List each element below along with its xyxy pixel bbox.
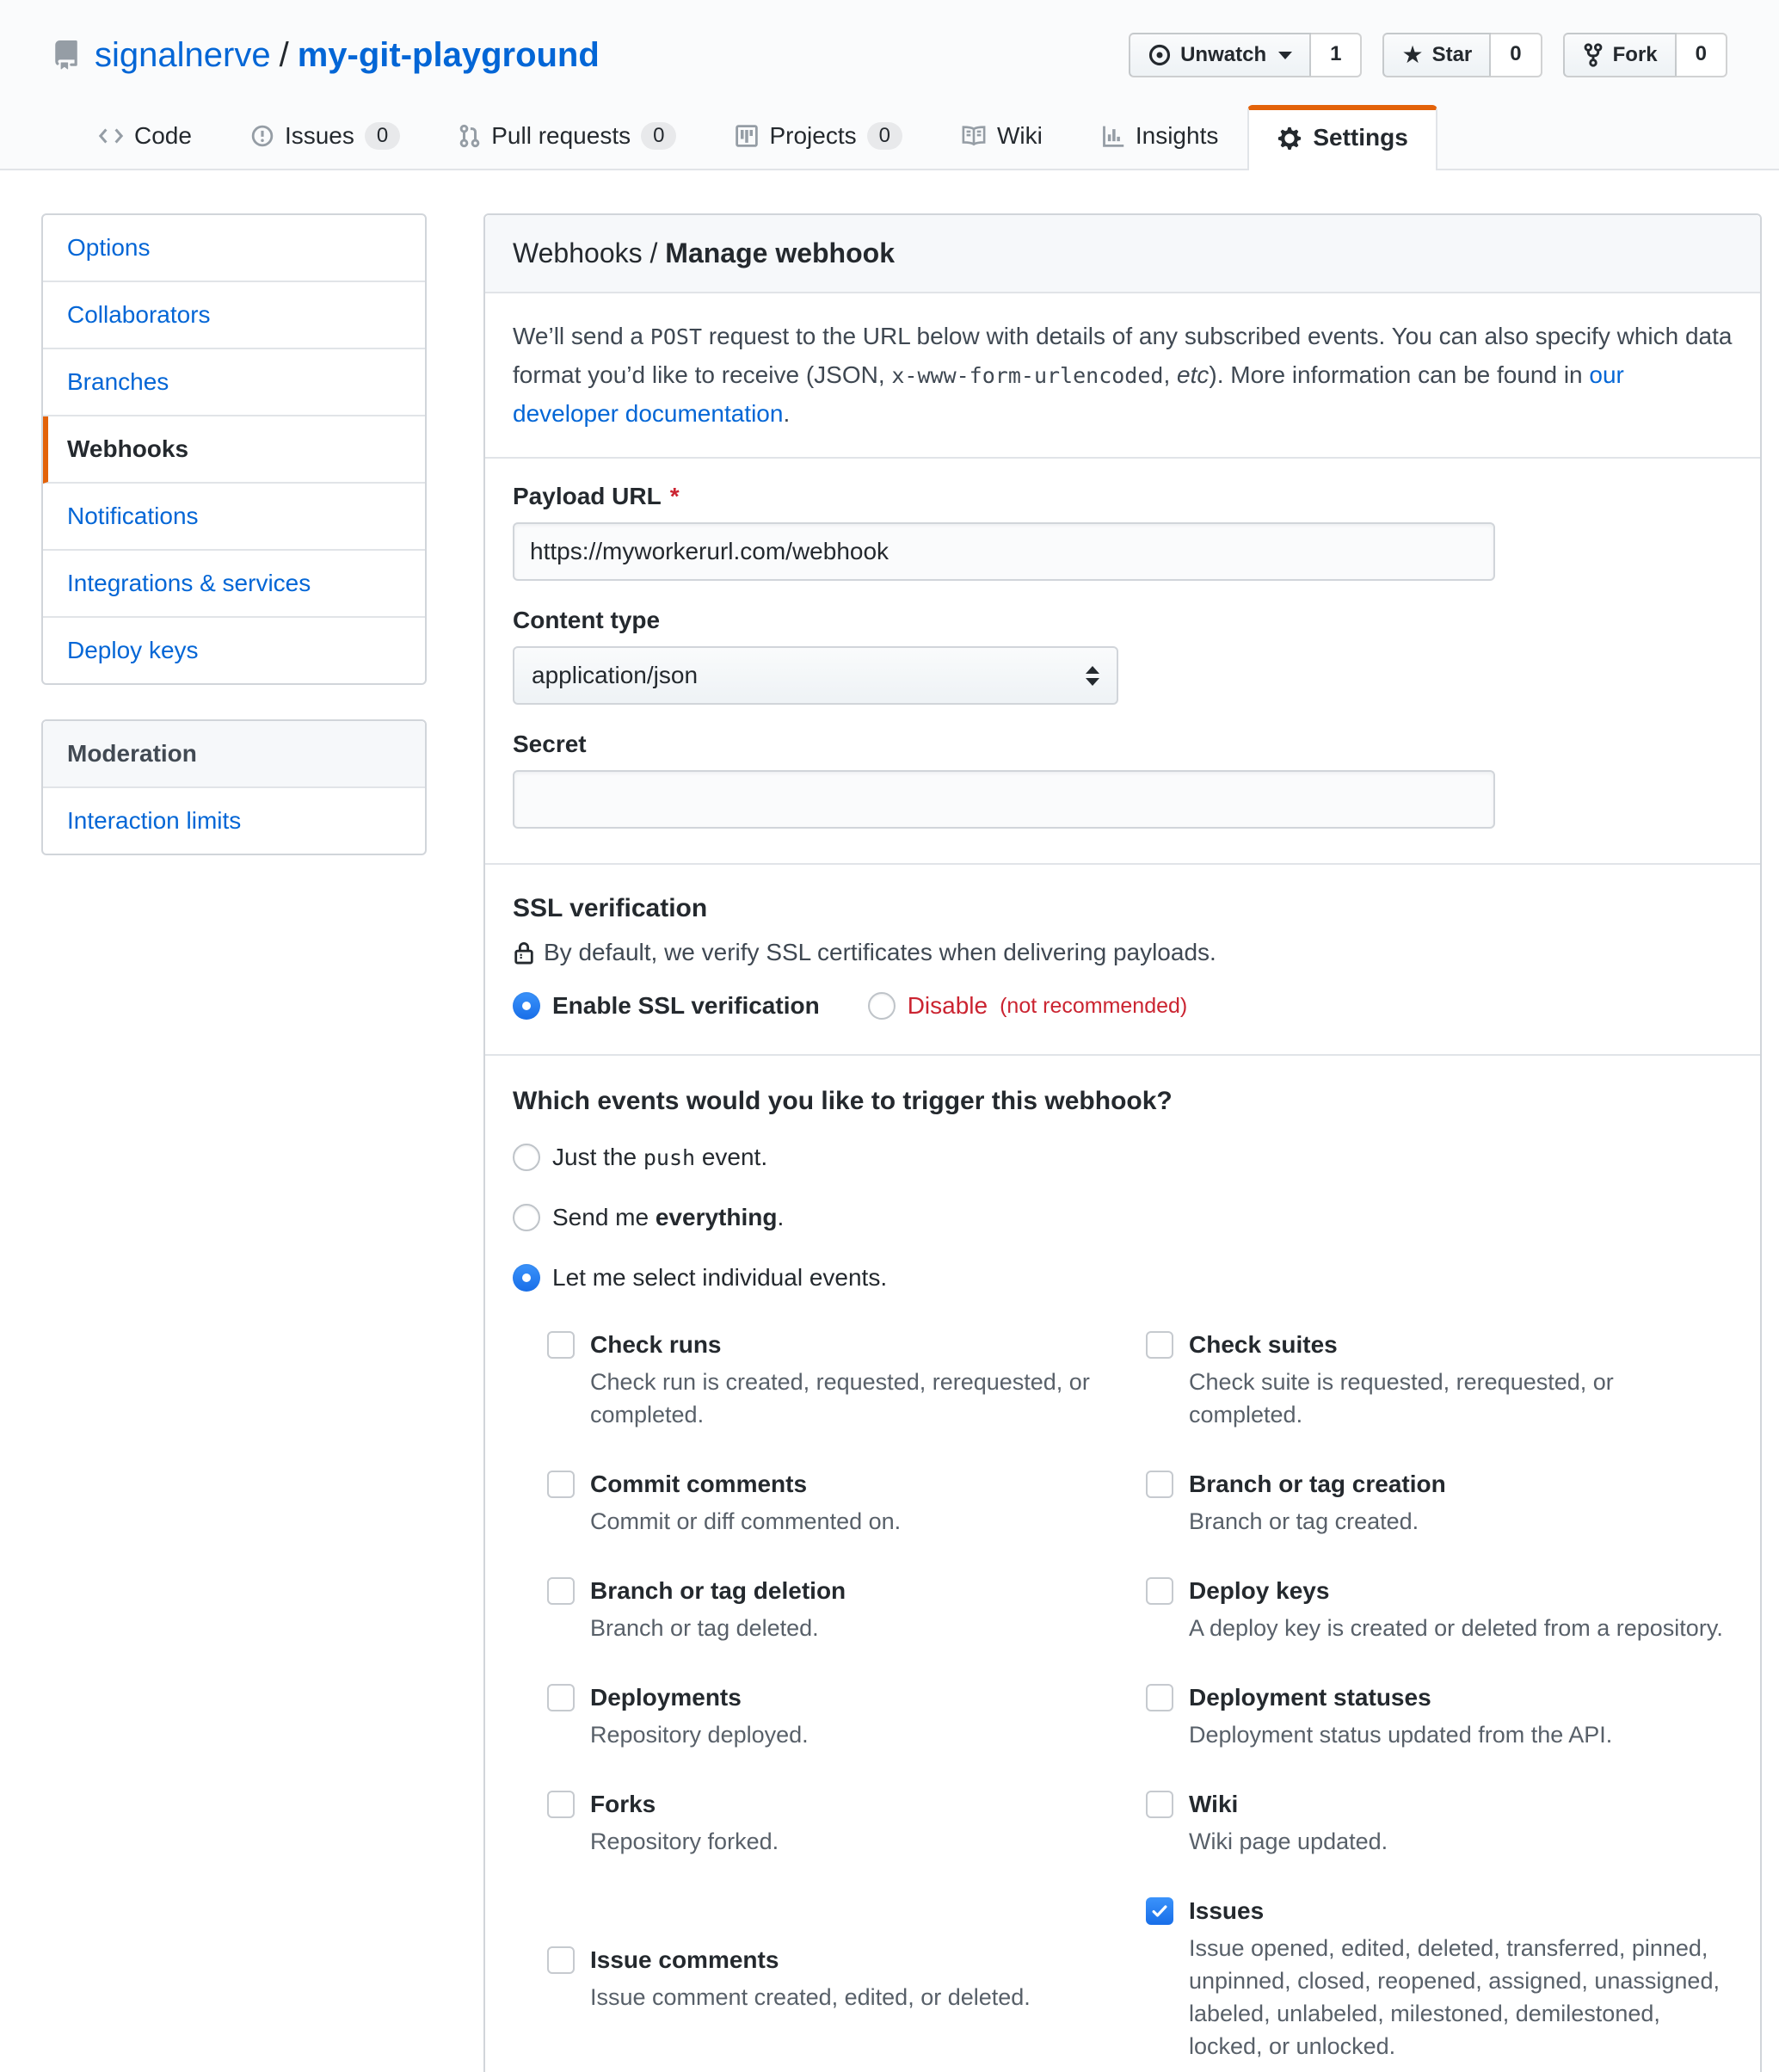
repo-name-link[interactable]: my-git-playground bbox=[297, 35, 600, 74]
sidebar-item-branches[interactable]: Branches bbox=[43, 349, 425, 416]
repo-breadcrumb bbox=[52, 36, 600, 75]
watch-group bbox=[1129, 33, 1362, 77]
event-branch-tag-creation[interactable] bbox=[1146, 1469, 1733, 1538]
repo-icon bbox=[52, 39, 81, 71]
sidebar-item-options[interactable]: Options bbox=[43, 215, 425, 282]
star-label: Star bbox=[1431, 43, 1473, 66]
developer-documentation-link[interactable]: our developer documentation bbox=[513, 361, 1624, 427]
tab-issues[interactable] bbox=[221, 103, 429, 169]
tab-label: Insights bbox=[1135, 122, 1219, 149]
checkbox-label: Branch or tag creation bbox=[1189, 1471, 1446, 1497]
pull-request-icon bbox=[459, 123, 481, 149]
gear-icon bbox=[1277, 125, 1302, 151]
check-suites-checkbox[interactable] bbox=[1146, 1331, 1173, 1359]
checkbox-desc: Issue comment created, edited, or deleted. bbox=[590, 1984, 1031, 2010]
unwatch-label: Unwatch bbox=[1180, 43, 1267, 66]
content-type-label: Content type bbox=[513, 607, 661, 633]
tab-label: Wiki bbox=[996, 122, 1043, 149]
eye-icon bbox=[1148, 43, 1172, 67]
check-runs-checkbox[interactable] bbox=[547, 1331, 575, 1359]
checkbox-label: Deploy keys bbox=[1189, 1577, 1330, 1604]
sidebar-item-webhooks[interactable]: Webhooks bbox=[43, 416, 425, 484]
deployment-statuses-checkbox[interactable] bbox=[1146, 1684, 1173, 1711]
watch-count[interactable]: 1 bbox=[1311, 33, 1362, 77]
event-option-everything[interactable] bbox=[513, 1204, 1733, 1231]
event-wiki[interactable] bbox=[1146, 1789, 1733, 1858]
breadcrumb-separator: / bbox=[642, 237, 666, 268]
repo-nav-tabs bbox=[69, 103, 1727, 169]
code-icon bbox=[98, 126, 124, 146]
repo-actions bbox=[1129, 33, 1727, 77]
fork-label: Fork bbox=[1612, 43, 1658, 66]
tab-code[interactable] bbox=[69, 103, 221, 169]
event-push-label: Just the push event. bbox=[552, 1144, 768, 1170]
checkbox-desc: Repository forked. bbox=[590, 1828, 779, 1854]
sidebar-item-deploy-keys[interactable]: Deploy keys bbox=[67, 637, 199, 663]
event-individual-label: Let me select individual events. bbox=[552, 1264, 888, 1291]
tab-label: Issues bbox=[284, 122, 354, 149]
secret-input[interactable] bbox=[513, 770, 1495, 829]
repo-header bbox=[0, 0, 1779, 170]
event-check-suites[interactable] bbox=[1146, 1329, 1733, 1431]
event-check-runs[interactable] bbox=[547, 1329, 1098, 1431]
ssl-disable-radio[interactable] bbox=[868, 992, 896, 1020]
unwatch-button[interactable] bbox=[1129, 33, 1311, 77]
checkbox-label: Issue comments bbox=[590, 1946, 779, 1973]
event-everything-label: Send me everything. bbox=[552, 1204, 785, 1230]
projects-counter: 0 bbox=[867, 122, 902, 150]
event-deploy-keys[interactable] bbox=[1146, 1576, 1733, 1644]
fork-group bbox=[1563, 33, 1727, 77]
content-type-select[interactable] bbox=[513, 646, 1118, 705]
events-heading: Which events would you like to trigger this webhook? bbox=[513, 1087, 1173, 1115]
sidebar-item-notifications[interactable]: Notifications bbox=[43, 484, 425, 551]
chevron-down-icon bbox=[1278, 52, 1292, 59]
tab-insights[interactable] bbox=[1072, 103, 1248, 169]
checkbox-desc: Branch or tag deleted. bbox=[590, 1615, 819, 1641]
tab-label: Code bbox=[134, 122, 192, 149]
checkbox-desc: Check suite is requested, rerequested, or completed. bbox=[1189, 1369, 1614, 1428]
ssl-enable-radio[interactable] bbox=[513, 992, 540, 1020]
checkbox-desc: Deployment status updated from the API. bbox=[1189, 1722, 1613, 1748]
project-icon bbox=[735, 124, 759, 148]
payload-url-input[interactable] bbox=[513, 522, 1495, 581]
checkbox-desc: Commit or diff commented on. bbox=[590, 1508, 902, 1534]
select-arrows-icon bbox=[1086, 666, 1099, 686]
forks-checkbox[interactable] bbox=[547, 1791, 575, 1818]
payload-url-label: Payload URL * bbox=[513, 483, 680, 509]
checkbox-desc: A deploy key is created or deleted from a repository. bbox=[1189, 1615, 1723, 1641]
ssl-disable-note: (not recommended) bbox=[1000, 993, 1188, 1018]
event-branch-tag-deletion[interactable] bbox=[547, 1576, 1098, 1644]
event-forks[interactable] bbox=[547, 1789, 1098, 1858]
checkbox-desc: Repository deployed. bbox=[590, 1722, 809, 1748]
checkbox-desc: Check run is created, requested, rerequested, or completed. bbox=[590, 1369, 1090, 1428]
moderation-menu bbox=[41, 719, 427, 855]
commit-comments-checkbox[interactable] bbox=[547, 1471, 575, 1498]
content-type-selected-value: application/json bbox=[532, 662, 699, 688]
breadcrumb-webhooks-link[interactable]: Webhooks bbox=[513, 237, 643, 268]
checkbox-label: Deployments bbox=[590, 1684, 742, 1711]
secret-label: Secret bbox=[513, 731, 587, 757]
event-checkbox-grid bbox=[547, 1329, 1733, 2063]
wiki-checkbox[interactable] bbox=[1146, 1791, 1173, 1818]
star-group bbox=[1382, 33, 1542, 77]
event-individual-radio[interactable] bbox=[513, 1264, 540, 1292]
tab-label: Pull requests bbox=[491, 122, 631, 149]
settings-menu bbox=[41, 213, 427, 685]
event-deployments[interactable] bbox=[547, 1682, 1098, 1751]
check-icon bbox=[1151, 1902, 1168, 1920]
checkbox-label: Forks bbox=[590, 1791, 656, 1817]
checkbox-label: Check runs bbox=[590, 1331, 722, 1358]
branch-tag-deletion-checkbox[interactable] bbox=[547, 1577, 575, 1605]
issue-opened-icon bbox=[250, 124, 274, 148]
page-title: Manage webhook bbox=[665, 237, 895, 268]
breadcrumb bbox=[485, 215, 1760, 293]
fork-icon bbox=[1582, 42, 1604, 68]
tab-label: Settings bbox=[1313, 124, 1408, 151]
event-commit-comments[interactable] bbox=[547, 1469, 1098, 1538]
ssl-disable-label: Disable bbox=[907, 992, 988, 1019]
tab-projects[interactable] bbox=[705, 103, 932, 169]
star-icon: ★ bbox=[1401, 41, 1424, 68]
checkbox-label: Issues bbox=[1189, 1897, 1265, 1924]
webhook-settings-main bbox=[483, 213, 1762, 2072]
issue-comments-checkbox[interactable] bbox=[547, 1946, 575, 1974]
deploy-keys-checkbox[interactable] bbox=[1146, 1577, 1173, 1605]
checkbox-label: Wiki bbox=[1189, 1791, 1239, 1817]
checkbox-label: Check suites bbox=[1189, 1331, 1338, 1358]
event-issues[interactable] bbox=[1146, 1896, 1733, 2063]
fork-count[interactable]: 0 bbox=[1677, 33, 1727, 77]
moderation-header: Moderation bbox=[43, 721, 425, 788]
event-everything-radio[interactable] bbox=[513, 1204, 540, 1231]
pull-requests-counter: 0 bbox=[641, 122, 676, 150]
ssl-note-text: By default, we verify SSL certificates when delivering payloads. bbox=[544, 939, 1216, 965]
tab-settings[interactable] bbox=[1247, 105, 1437, 170]
fork-button[interactable] bbox=[1563, 33, 1677, 77]
checkbox-label: Commit comments bbox=[590, 1471, 808, 1497]
event-issue-comments[interactable] bbox=[547, 1945, 1098, 2013]
tab-wiki[interactable] bbox=[932, 103, 1072, 169]
ssl-disable-option[interactable] bbox=[868, 992, 1188, 1020]
settings-sidebar bbox=[41, 213, 427, 2072]
issues-counter: 0 bbox=[365, 122, 400, 150]
wiki-book-icon bbox=[961, 124, 987, 148]
ssl-enable-option[interactable] bbox=[513, 992, 820, 1020]
insights-graph-icon bbox=[1101, 124, 1125, 148]
lock-icon bbox=[513, 940, 535, 965]
repo-owner-link[interactable]: signalnerve bbox=[95, 35, 271, 74]
deployments-checkbox[interactable] bbox=[547, 1684, 575, 1711]
required-asterisk: * bbox=[669, 483, 680, 509]
sidebar-item-collaborators[interactable]: Collaborators bbox=[43, 282, 425, 349]
tab-label: Projects bbox=[769, 122, 857, 149]
event-deployment-statuses[interactable] bbox=[1146, 1682, 1733, 1751]
sidebar-item-interaction-limits[interactable]: Interaction limits bbox=[67, 807, 242, 834]
checkbox-desc: Issue opened, edited, deleted, transferred, pinned, unpinned, closed, reopened, assigned, unassigned, labeled, unlabeled, milestoned, demilestoned, locked, or unlocked. bbox=[1189, 1935, 1720, 2059]
event-option-push[interactable] bbox=[513, 1144, 1733, 1171]
ssl-verification-heading: SSL verification bbox=[513, 894, 708, 922]
webhook-intro-text: We’ll send a POST request to the URL below with details of any subscribed events. You can also specify which data format you’d like to receive (JSON, x-www-form-urlencoded, etc). More information can be found in our developer documentation. bbox=[513, 323, 1733, 427]
event-push-radio[interactable] bbox=[513, 1144, 540, 1171]
star-count[interactable]: 0 bbox=[1491, 33, 1542, 77]
checkbox-label: Deployment statuses bbox=[1189, 1684, 1431, 1711]
repo-path-separator: / bbox=[279, 35, 289, 74]
checkbox-desc: Wiki page updated. bbox=[1189, 1828, 1388, 1854]
checkbox-label: Branch or tag deletion bbox=[590, 1577, 846, 1604]
star-button[interactable] bbox=[1382, 33, 1491, 77]
tab-pull-requests[interactable] bbox=[429, 103, 705, 169]
event-option-individual[interactable] bbox=[513, 1264, 1733, 1292]
issues-checkbox[interactable] bbox=[1146, 1897, 1173, 1925]
ssl-enable-label: Enable SSL verification bbox=[552, 992, 820, 1019]
checkbox-desc: Branch or tag created. bbox=[1189, 1508, 1419, 1534]
branch-tag-creation-checkbox[interactable] bbox=[1146, 1471, 1173, 1498]
sidebar-item-integrations-services[interactable]: Integrations & services bbox=[43, 551, 425, 618]
